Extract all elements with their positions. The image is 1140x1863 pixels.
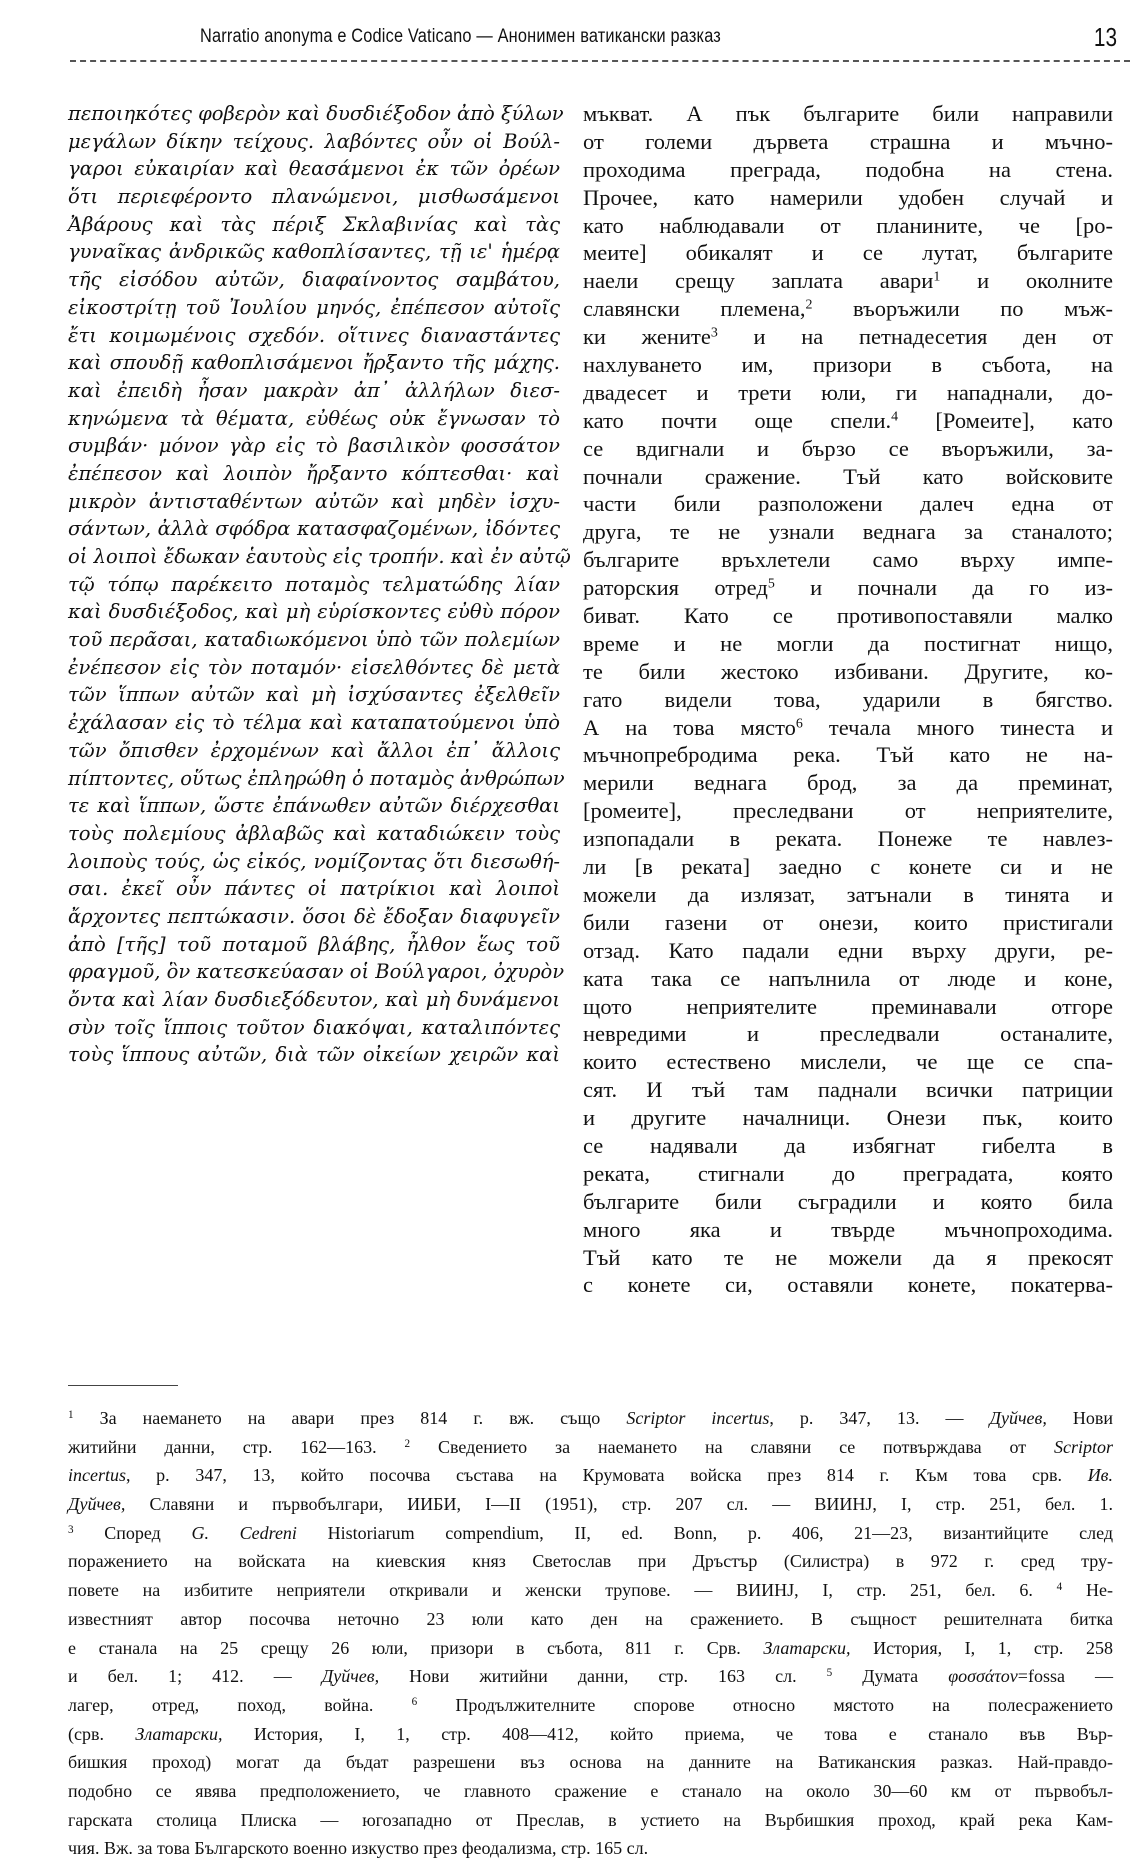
- greek-text-line: ἐνέπεσον εἰς τὸν ποταμόν· εἰσελθόντες δὲ μετὰ: [68, 655, 560, 679]
- greek-text-line: σὺν τοῖς ἵπποις τοῦτον διακόψαι, καταλιπόντες: [68, 1015, 560, 1039]
- footnote-rule: [68, 1385, 178, 1386]
- text-segment: и почнали да го из-: [774, 575, 1113, 601]
- text-segment: Сведението за наемането на славяни се потвърждава от: [410, 1436, 1054, 1457]
- text-segment: българите били съградили и която била: [583, 1188, 1113, 1214]
- text-segment: Славяни и първобългари, ИИБИ, I—II (1951), стр. 207 сл. — ВИИНЈ, I, стр. 251, бел. 1.: [125, 1494, 1113, 1515]
- greek-text-line: ἐπέπεσον καὶ λοιπὸν ἤρξαντο κόπτεσθαι· καὶ: [68, 461, 560, 485]
- text-segment: те били жестоко избивани. Другите, ко-: [583, 658, 1113, 684]
- translation-text-line: [583, 156, 1113, 184]
- greek-text-line: τοῦ περᾶσαι, καταδιωκόμενοι ὑπὸ τῶν πολεμίων: [68, 628, 560, 652]
- translation-text-line: [583, 909, 1113, 937]
- text-segment: много яка и твърде мъчнопроходима.: [583, 1216, 1113, 1242]
- greek-text-line: πεποιηκότες φοβερὸν καὶ δυσδιέξοδον ἀπὸ ξύλων: [68, 102, 564, 125]
- text-segment: гарската столица Плиска — югозападно от Преслав, в устието на Върбишкия проход, край река Кам-: [68, 1809, 1113, 1830]
- translation-text-line: [583, 1216, 1113, 1244]
- running-head: [70, 18, 1130, 58]
- page-number: 13: [1093, 22, 1118, 52]
- greek-text-line: ἄρχοντες πεπτώκασιν. ὅσοι δὲ ἔδοξαν διαφυγεῖν: [68, 904, 560, 928]
- footnote-line: [68, 1490, 1113, 1519]
- translation-text-line: [583, 797, 1113, 825]
- translation-text-line: [583, 295, 1113, 323]
- text-segment: като наблюдавали от планините, че [ро-: [583, 212, 1113, 238]
- greek-text-line: γυναῖκας ἀνδρικῶς καθοπλίσαντες, τῇ ιε' ἡμέρᾳ: [68, 240, 560, 264]
- translation-text-line: [583, 212, 1113, 240]
- footnote-line: [68, 1748, 1113, 1777]
- text-segment: А на това място: [583, 714, 796, 740]
- text-segment: отзад. Като падали едни върху други, ре-: [583, 937, 1113, 963]
- footnote-line: [68, 1720, 1113, 1749]
- translation-text-line: [583, 881, 1113, 909]
- text-segment: Не-: [1062, 1580, 1113, 1601]
- text-segment: Тъй като те не можели да я прекосят: [583, 1244, 1113, 1270]
- footnote-line: [68, 1691, 1113, 1720]
- translation-text-line: [583, 1020, 1113, 1048]
- translation-text-line: [583, 853, 1113, 881]
- text-segment: За наемането на авари през 814 г. вж. също: [73, 1408, 627, 1428]
- text-segment: Думата: [832, 1666, 949, 1687]
- translation-text-line: [583, 1271, 1113, 1299]
- translation-text-line: [583, 769, 1113, 797]
- italic-citation: Дуйчев,: [321, 1666, 380, 1687]
- translation-text-line: [583, 546, 1113, 574]
- text-segment: , p. 347, 13. —: [769, 1408, 990, 1428]
- italic-citation: Дуйчев,: [68, 1494, 126, 1515]
- translation-text-line: [583, 714, 1113, 742]
- footnote-line: [68, 1806, 1113, 1835]
- text-segment: Според: [73, 1522, 192, 1543]
- translation-text-line: [583, 686, 1113, 714]
- greek-text-line: καὶ σπουδῇ καθοπλισάμενοι ἤρξαντο τῆς μάχης.: [68, 351, 560, 375]
- greek-text-line: τοὺς ἵππους αὐτῶν, διὰ τῶν οἰκείων χειρῶν καὶ: [68, 1043, 560, 1067]
- greek-text-line: μικρὸν ἀντισταθέντων αὐτῶν καὶ μηδὲν ἰσχυ-: [68, 489, 560, 513]
- translation-text-line: [583, 518, 1113, 546]
- greek-text-line: ὄντα καὶ λίαν δυσδιεξόδευτον, καὶ μὴ δυνάμενοι: [68, 988, 560, 1011]
- footnote-line: [68, 1777, 1113, 1806]
- text-segment: житийни данни, стр. 162—163.: [68, 1436, 405, 1457]
- translation-text-line: [583, 267, 1113, 295]
- text-segment: части били разположени далеч една от: [583, 491, 1113, 517]
- text-segment: почнали сражение. Тъй като войсковите: [583, 463, 1113, 489]
- greek-text-line: σαι. ἐκεῖ οὖν πάντες οἱ πατρίκιοι καὶ λοιποὶ: [68, 877, 560, 901]
- translation-text-line: [583, 1188, 1113, 1216]
- text-segment: [Ромеите], като: [898, 407, 1113, 433]
- greek-text-line: καὶ ἐπειδὴ ἦσαν μακρὰν ἀπ᾽ ἀλλήλων διεσ-: [68, 378, 560, 402]
- greek-text-line: τε καὶ ἵππων, ὥστε ἐπάνωθεν αὐτῶν διέρχεσθαι: [68, 794, 560, 818]
- text-segment: нахлуването им, призори в събота, на: [583, 352, 1113, 378]
- translation-text-line: [583, 602, 1113, 630]
- greek-text-line: καὶ δυσδιέξοδος, καὶ μὴ εὑρίσκοντες εὐθὺ πόρον: [68, 600, 560, 624]
- translation-text-line: [583, 630, 1113, 658]
- italic-citation: Златарски,: [135, 1723, 223, 1744]
- footnote-line: [68, 1404, 1113, 1433]
- text-segment: въоръжили по мъж-: [812, 296, 1113, 322]
- translation-text-line: [583, 937, 1113, 965]
- footnote-reference: 5: [767, 576, 775, 592]
- text-segment: подобно се явява предположението, че главното сражение е станало на около 30—60 км от първобъл-: [68, 1780, 1113, 1801]
- text-segment: като почти още спели.: [583, 407, 892, 433]
- greek-text-line: κηνώμενα τὰ θέματα, εὐθέως οὐκ ἔγνωσαν τὸ: [68, 406, 560, 430]
- greek-text-line: οἱ λοιποὶ ἔδωκαν ἑαυτοὺς εἰς τροπήν. καὶ ἐν αὐτῷ: [68, 545, 571, 568]
- text-segment: е станала на 25 срещу 26 юли, призори в събота, 811 г. Срв.: [68, 1637, 764, 1658]
- footnote-line: [68, 1519, 1113, 1548]
- text-segment: бишкия проход) могат да бъдат разрешени въз основа на данните на Ватиканския разказ. Най-правдо-: [68, 1752, 1113, 1773]
- translation-text-line: [583, 100, 1113, 128]
- text-segment: изпопадали в реката. Понеже те навлез-: [583, 826, 1113, 852]
- greek-text-line: ὅτι περιεφέροντο πλανώμενοι, μισθωσάμενοι: [68, 185, 560, 209]
- translation-text-line: [583, 574, 1113, 602]
- text-segment: История, I, 1, стр. 408—412, който приема, че това е станало във Вър-: [222, 1723, 1114, 1744]
- footnote-number: 4: [1056, 1581, 1063, 1593]
- text-segment: мъкват. А пък българите били направили: [583, 101, 1113, 126]
- text-segment: меите] обикалят и се лутат, българите: [583, 240, 1113, 266]
- italic-citation: G. Cedreni: [191, 1522, 297, 1543]
- text-segment: Продължителните спорове относно мястото на полесражението: [417, 1694, 1113, 1715]
- text-segment: двадесет и трети юли, ги нападнали, до-: [583, 379, 1113, 405]
- text-segment: поражението на войската на киевския княз Светослав при Дръстър (Силистра) в 972 г. сред тру-: [68, 1551, 1113, 1572]
- translation-text-line: [583, 490, 1113, 518]
- greek-text-line: πίπτοντες, οὕτως ἐπληρώθη ὁ ποταμὸς ἀνθρώπων: [68, 766, 565, 790]
- text-segment: повете на избитите неприятели откривали и женски трупове. — ВИИНЈ, I, стр. 251, бел. 6.: [68, 1580, 1057, 1601]
- bulgarian-translation-column: [583, 100, 1113, 1299]
- italic-citation: φοσσάτον: [948, 1666, 1018, 1687]
- text-segment: ли [в реката] заедно с конете си и не: [583, 854, 1113, 880]
- translation-text-line: [583, 1132, 1113, 1160]
- translation-text-line: [583, 463, 1113, 491]
- text-segment: ки жените: [583, 324, 711, 350]
- translation-text-line: [583, 741, 1113, 769]
- text-segment: (срв.: [68, 1723, 136, 1744]
- text-segment: наели срещу заплата авари: [583, 268, 934, 294]
- footnote-number: 1: [68, 1408, 74, 1421]
- text-segment: мъчнопребродима река. Тъй като не на-: [583, 742, 1113, 768]
- greek-text-line: συμβάν· μόνον γὰρ εἰς τὸ βασιλικὸν φοσσάτον: [68, 434, 560, 458]
- translation-text-line: [583, 239, 1113, 267]
- text-segment: и другите началници. Онези пък, които: [583, 1105, 1113, 1131]
- greek-text-line: λοιποὺς τούς, ὡς εἰκός, νομίζοντας ὅτι διεσωθή-: [68, 849, 560, 873]
- text-segment: течала много тинеста и: [802, 714, 1113, 740]
- translation-text-line: [583, 407, 1113, 435]
- text-segment: лагер, отред, поход, война.: [68, 1694, 412, 1715]
- italic-citation: Ив.: [1087, 1465, 1113, 1486]
- text-segment: , p. 347, 13, който посочва състава на Крумовата войска през 814 г. Към това срв.: [126, 1465, 1088, 1486]
- translation-text-line: [583, 1076, 1113, 1104]
- translation-text-line: [583, 435, 1113, 463]
- text-segment: =fossa —: [1017, 1666, 1113, 1687]
- footnote-number: 5: [826, 1667, 833, 1680]
- greek-text-line: γαροι εὐκαιρίαν καὶ θεασάμενοι ἐκ τῶν ὀρέων: [68, 157, 560, 181]
- text-segment: с конете си, оставяли конете, покатерва-: [583, 1272, 1113, 1298]
- greek-text-line: Ἀβάρους καὶ τὰς πέριξ Σκλαβινίας καὶ τὰς: [68, 212, 560, 236]
- italic-citation: Дуйчев,: [989, 1408, 1047, 1428]
- text-segment: ката така се напълнила от люде и коне,: [583, 965, 1113, 991]
- text-segment: можели да излязат, затънали в тинята и: [583, 881, 1113, 907]
- greek-text-line: τῷ τόπῳ παρέκειτο ποταμὸς τελματώδης λίαν: [68, 572, 560, 596]
- text-segment: Нови житийни данни, стр. 163 сл.: [379, 1666, 827, 1687]
- italic-citation: Златарски,: [763, 1637, 851, 1658]
- translation-text-line: [583, 1244, 1113, 1272]
- italic-citation: Scriptor: [1053, 1436, 1113, 1457]
- greek-text-line: μεγάλων δίκην τείχους. λαβόντες οὖν οἱ Βούλ-: [68, 129, 560, 153]
- italic-citation: incertus: [68, 1465, 126, 1486]
- translation-text-line: [583, 965, 1113, 993]
- text-segment: Historiarum compendium, II, ed. Bonn, p. 406, 21—23, византийците след: [296, 1522, 1113, 1543]
- running-title: Narratio anonyma e Codice Vaticano — Анонимен ватикански разказ: [200, 26, 721, 47]
- greek-text-line: ἐχάλασαν εἰς τὸ τέλμα καὶ καταπατούμενοι ὑπὸ: [68, 711, 560, 735]
- text-segment: щото неприятелите преминавали отгоре: [583, 993, 1113, 1019]
- footnote-number: 2: [404, 1437, 411, 1450]
- italic-citation: Scriptor incertus: [626, 1408, 770, 1428]
- footnote-line: [68, 1834, 1113, 1863]
- translation-text-line: [583, 1048, 1113, 1076]
- text-segment: мерили веднага брод, за да преминат,: [583, 770, 1113, 796]
- footnote-line: [68, 1547, 1113, 1576]
- text-segment: невредими и преследвали останалите,: [583, 1021, 1113, 1047]
- footnote-line: [68, 1576, 1113, 1605]
- footnote-reference: 6: [795, 715, 803, 731]
- text-segment: се надявали да избягнат гибелта в: [583, 1132, 1113, 1158]
- translation-text-line: [583, 323, 1113, 351]
- greek-text-line: σάντων, ἀλλὰ σφόδρα κατασφαζομένων, ἰδόντες: [68, 517, 560, 541]
- footnote-number: 6: [411, 1695, 418, 1708]
- greek-text-line: τῆς εἰσόδου αὐτῶν, διαφαίνοντος σαμβάτου,: [68, 268, 560, 292]
- text-segment: и околните: [940, 268, 1113, 294]
- text-segment: раторския отред: [583, 575, 768, 601]
- text-segment: друга, те не узнали веднага за станалото;: [583, 519, 1113, 545]
- translation-text-line: [583, 184, 1113, 212]
- translation-text-line: [583, 379, 1113, 407]
- footnote-number: 3: [68, 1523, 74, 1536]
- translation-text-line: [583, 1160, 1113, 1188]
- greek-text-line: τῶν ὄπισθεν ἐρχομένων καὶ ἄλλοι ἐπ᾽ ἄλλοις: [68, 738, 560, 762]
- footnotes: [68, 1404, 1113, 1863]
- footnote-reference: 3: [710, 325, 718, 341]
- greek-text-line: φραγμοῦ, ὃν κατεσκεύασαν οἱ Βούλγαροι, ὀχυρὸν: [68, 960, 565, 984]
- greek-text-line: τοὺς πολεμίους ἀβλαβῶς καὶ καταδιώκειν τοὺς: [68, 821, 560, 845]
- text-segment: чия. Вж. за това Българското военно изкуство през феодализма, стр. 165 сл.: [68, 1838, 649, 1859]
- footnote-line: [68, 1461, 1113, 1490]
- text-segment: време и не могли да постигнат нищо,: [583, 630, 1113, 656]
- text-segment: биват. Като се противопоставяли малко: [583, 603, 1113, 629]
- greek-text-line: ἀπὸ [τῆς] τοῦ ποταμοῦ βλάβης, ἦλθον ἕως τοῦ: [68, 932, 560, 956]
- text-segment: и бел. 1; 412. —: [68, 1666, 322, 1687]
- text-segment: българите връхлетели само върху импе-: [583, 547, 1113, 573]
- translation-text-line: [583, 1104, 1113, 1132]
- greek-text-line: εἰκοστρίτῃ τοῦ Ἰουλίου μηνός, ἐπέπεσον αὐτοῖς: [68, 295, 560, 319]
- text-segment: гато видели това, ударили в бягство.: [583, 686, 1113, 712]
- text-segment: които естествено мислели, че ще се спа-: [583, 1049, 1113, 1075]
- footnote-line: [68, 1433, 1113, 1462]
- text-segment: и на петнадесетия ден от: [717, 324, 1114, 350]
- text-segment: Прочее, като намерили удобен случай и: [583, 184, 1113, 210]
- text-segment: История, I, 1, стр. 258: [850, 1637, 1114, 1658]
- text-segment: реката, стигнали до преградата, която: [583, 1160, 1113, 1186]
- text-segment: известният автор посочва неточно 23 юли като ден на сражението. В същност решителната битка: [68, 1608, 1113, 1629]
- text-segment: Нови: [1046, 1408, 1114, 1428]
- text-segment: били газени от онези, които пристигали: [583, 909, 1113, 935]
- footnote-reference: 2: [805, 297, 813, 313]
- footnote-line: [68, 1605, 1113, 1634]
- header-rule: [70, 60, 1130, 62]
- greek-text-line: τῶν ἵππων αὐτῶν καὶ μὴ ἰσχύσαντες ἐξελθεῖν: [68, 683, 560, 707]
- greek-text-column: [68, 100, 571, 1069]
- text-segment: от големи дървета страшна и мъчно-: [583, 128, 1113, 154]
- text-segment: славянски племена,: [583, 296, 806, 322]
- footnote-reference: 4: [891, 409, 899, 425]
- footnote-line: [68, 1634, 1113, 1663]
- text-segment: [ромеите], преследвани от неприятелите,: [583, 798, 1113, 824]
- translation-text-line: [583, 351, 1113, 379]
- translation-text-line: [583, 658, 1113, 686]
- translation-text-line: [583, 993, 1113, 1021]
- text-segment: се вдигнали и бързо се въоръжили, за-: [583, 435, 1113, 461]
- text-segment: проходима преграда, подобна на стена.: [583, 156, 1113, 182]
- translation-text-line: [583, 825, 1113, 853]
- text-segment: сят. И тъй там паднали всички патриции: [583, 1077, 1113, 1103]
- greek-text-line: ἔτι κοιμωμένοις σχεδόν. οἵτινες διαναστάντες: [68, 323, 560, 347]
- footnote-reference: 1: [933, 269, 941, 285]
- footnote-line: [68, 1662, 1113, 1691]
- translation-text-line: [583, 128, 1113, 156]
